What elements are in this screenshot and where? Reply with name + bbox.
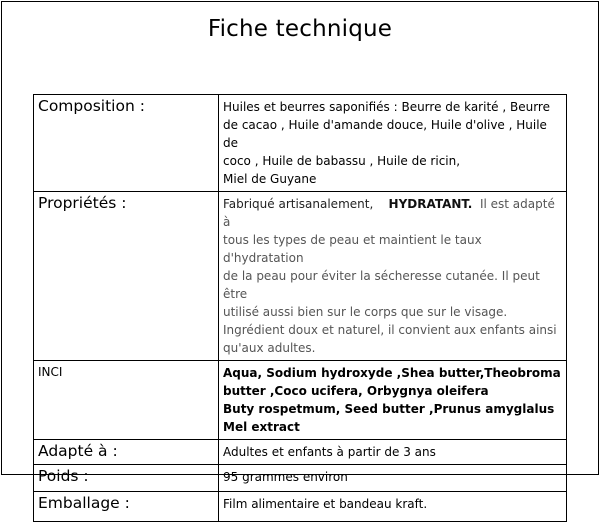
- row-value-proprietes: [219, 192, 567, 361]
- row-value-emballage: Film alimentaire et bandeau kraft.: [219, 492, 567, 522]
- row-label-proprietes: Propriétés :: [34, 192, 219, 361]
- table-row-proprietes: [34, 192, 567, 361]
- proprietes-line: de la peau pour éviter la sécheresse cutanée. Il peut être: [223, 269, 540, 301]
- table-row-poids: [34, 465, 567, 492]
- proprietes-line: Ingrédient doux et naturel, il convient aux enfants ainsi: [223, 323, 557, 337]
- row-label-inci: INCI: [34, 361, 219, 440]
- inci-line: Buty rospetmum, Seed butter ,Prunus amyglalus: [223, 402, 555, 416]
- proprietes-first-line: [223, 195, 562, 231]
- technical-sheet-page: [1, 1, 599, 512]
- inci-line: Aqua, Sodium hydroxyde ,Shea butter,Theobroma: [223, 366, 561, 380]
- proprietes-line: Il est adapté à: [223, 197, 555, 229]
- row-value-poids: 95 grammes environ: [219, 465, 567, 492]
- table-row-emballage: [34, 492, 567, 522]
- proprietes-line: utilisé aussi bien sur le corps que sur le visage.: [223, 305, 508, 319]
- table-row-inci: [34, 361, 567, 440]
- proprietes-line: qu'aux adultes.: [223, 341, 316, 355]
- row-label-poids: Poids :: [34, 465, 219, 492]
- composition-line: Huiles et beurres saponifiés : Beurre de karité , Beurre: [223, 100, 550, 114]
- composition-line: Miel de Guyane: [223, 172, 317, 186]
- table-row-composition: [34, 95, 567, 192]
- inci-line: butter ,Coco ucifera, Orbygnya oleifera: [223, 384, 489, 398]
- spec-table: [33, 94, 567, 522]
- proprietes-line: tous les types de peau et maintient le taux d'hydratation: [223, 233, 482, 265]
- row-label-emballage: Emballage :: [34, 492, 219, 522]
- row-label-composition: Composition :: [34, 95, 219, 192]
- inci-line: Mel extract: [223, 420, 300, 434]
- row-value-adapte: Adultes et enfants à partir de 3 ans: [219, 440, 567, 465]
- row-value-inci: [219, 361, 567, 440]
- proprietes-highlight: HYDRATANT.: [388, 197, 473, 211]
- page-title: Fiche technique: [207, 16, 393, 42]
- composition-line: coco , Huile de babassu , Huile de ricin,: [223, 154, 461, 168]
- composition-line: de cacao , Huile d'amande douce, Huile d'olive , Huile de: [223, 118, 547, 150]
- table-row-adapte: [34, 440, 567, 465]
- row-value-composition: [219, 95, 567, 192]
- proprietes-intro: Fabriqué artisanalement,: [223, 197, 374, 211]
- row-label-adapte: Adapté à :: [34, 440, 219, 465]
